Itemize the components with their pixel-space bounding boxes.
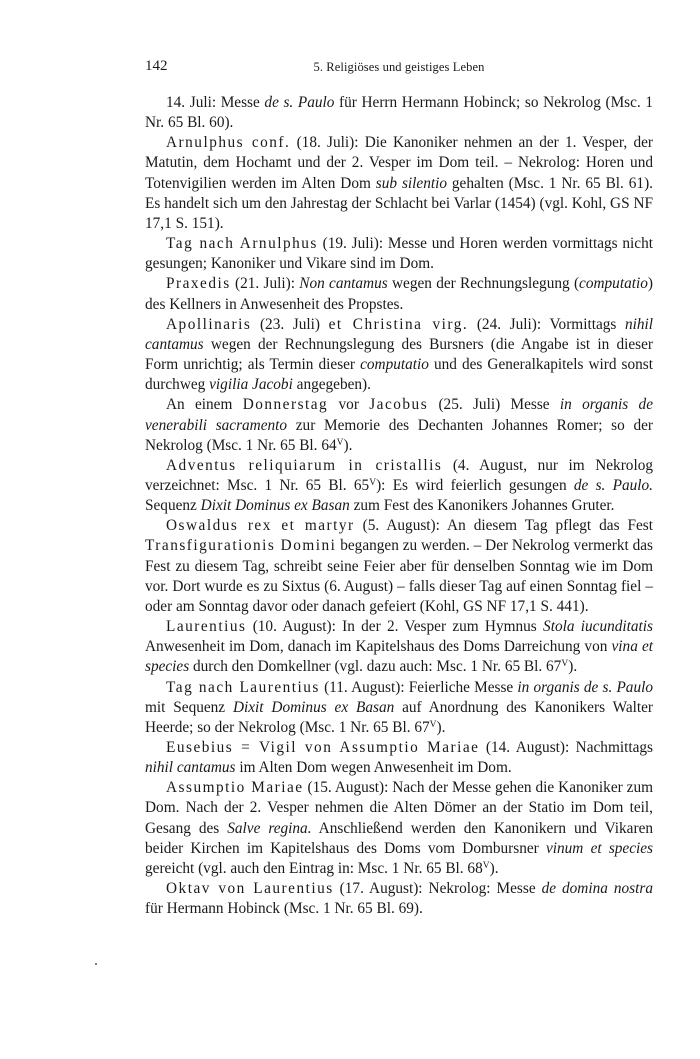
paragraph [145,778,653,879]
paragraph [145,516,653,617]
text-run: auf Anordnung des Kanonikers Walter Heerde; so der Nekrolog (Msc. 1 Nr. 65 Bl. 67 [145,698,653,736]
superscript: V [336,437,344,448]
spaced-heading: et Christina virg. [328,315,469,333]
italic-text: de domina nostra [541,880,653,898]
spaced-heading: Eusebius = Vigil von Assumptio Mariae [166,739,480,756]
spaced-heading: Praxedis [166,275,231,293]
paragraph [145,879,653,919]
page-number: 142 [145,58,168,74]
text-run: (24. Juli): Vormittags [468,315,625,333]
text-run: ). [489,859,499,877]
superscript: V [482,860,490,871]
italic-text: vinum et species [545,839,653,857]
spaced-heading: Assumptio Mariae [166,779,304,797]
text-run: angegeben). [292,376,371,394]
text-run: im Alten Dom wegen Anwesenheit im Dom. [235,759,512,777]
text-run: Anwesenheit im Dom, danach im Kapitelshaus des Doms Darreichung von [145,638,612,656]
italic-text: Dixit Dominus ex Basan [232,698,395,716]
text-run: (15. August): Nach der Messe gehen die Kanoniker zum Dom. Nach der 2. Vesper nehmen die Alten Dömer an der Statio im Dom teil, Gesang des [145,779,653,837]
italic-text: vina et species [145,638,654,676]
spaced-heading: Transfigurationis Domini [145,537,337,555]
text-run: wegen der Rechnungslegung des Bursners (die Angabe ist in dieser Form unrichtig; als Termin dieser [145,335,653,374]
text-run: gereicht (vgl. auch den Eintrag in: Msc. 1 Nr. 65 Bl. 68 [145,859,483,877]
spaced-heading: Tag nach Laurentius [166,678,320,696]
spaced-heading: Oktav von Laurentius [166,880,334,898]
paragraph [145,617,653,677]
spaced-heading: Donnerstag [242,396,329,414]
superscript: V [369,477,377,488]
body-text [145,93,653,919]
text-run: An einem [166,396,243,414]
italic-text: nihil cantamus [145,759,236,777]
text-run: (11. August): Feierliche Messe [319,678,518,696]
spaced-heading: Apollinaris [166,315,252,333]
text-run: Sequenz [145,497,201,515]
italic-text: Salve regina. [227,819,312,837]
spaced-heading: Oswaldus rex et martyr [166,517,355,535]
italic-text: computatio [360,356,429,374]
text-run: ): Es wird feierlich gesungen [376,476,574,494]
text-run: wegen der Rechnungslegung ( [387,275,580,293]
text-run: ). [436,718,446,736]
text-run: (10. August): In der 2. Vesper zum Hymnus [246,618,544,636]
spaced-heading: Laurentius [166,618,247,636]
italic-text: in organis de venerabili sacramento [145,396,653,434]
text-run: 14. Juli: Messe [166,94,265,111]
spaced-heading: Tag nach Arnulphus [166,235,318,253]
superscript: V [561,659,569,670]
text-run: durch den Domkellner (vgl. dazu auch: Msc. 1 Nr. 65 Bl. 67 [189,658,562,676]
text-run: und des Generalkapitels wird sonst durchweg [145,356,653,394]
paragraph [145,315,653,396]
spaced-heading: Adventus reliquiarum in cristallis [166,456,443,474]
paragraph [145,274,653,314]
page-header [145,58,653,78]
paragraph [145,738,653,778]
paragraph [145,133,653,234]
text-run: (18. Juli): Die Kanoniker nehmen an der 1. Vesper, der Matutin, dem Hochamt und der 2. Vesper im Dom teil. – Nekrolog: Horen und Totenvigilien werden im Alten Dom [145,134,654,192]
superscript: V [429,719,437,730]
text-run: für Herrn Hermann Hobinck; so Nekrolog (Msc. 1 Nr. 65 Bl. 60). [145,94,654,132]
italic-text: Dixit Dominus ex Basan [200,497,350,515]
text-run: (25. Juli) Messe [428,396,560,414]
text-run: ). [568,658,578,676]
italic-text: sub silentio [375,174,447,192]
text-run: (5. August): An diesem Tag pflegt das Fest [354,517,654,535]
paragraph [145,93,653,133]
text-run: begangen zu werden. – Der Nekrolog vermerkt das Fest zu diesem Tag, schreibt seine Feier aber für denselben Sonntag wie im Dom vor. Dort wurde es zu Sixtus (6. August) – falls dieser Tag auf einen Sonntag fiel – oder am Sonntag davor oder danach gefeiert (Kohl, GS NF 17,1 S. 441). [145,537,653,615]
spaced-heading: Jacobus [369,396,429,414]
text-run: (21. Juli): [230,275,300,293]
text-run: ) des Kellners in Anwesenheit des Propstes. [145,275,653,313]
text-run: zum Fest des Kanonikers Johannes Gruter. [349,497,615,515]
paragraph [145,678,653,738]
text-run: zur Memorie des Dechanten Johannes Romer; so der Nekrolog (Msc. 1 Nr. 65 Bl. 64 [145,416,653,454]
paragraph [145,395,653,455]
text-run: gehalten (Msc. 1 Nr. 65 Bl. 61). Es handelt sich um den Jahrestag der Schlacht bei Varlar (1454) (vgl. Kohl, GS NF 17,1 S. 151). [145,174,653,232]
italic-text: in organis de s. Paulo [517,678,654,696]
italic-text: de s. Paulo [264,94,335,111]
italic-text: computatio [579,275,648,293]
running-title: 5. Religiöses und geistiges Leben [313,60,485,74]
paragraph [145,234,653,274]
text-run: (17. August): Nekrolog: Messe [333,880,542,898]
text-run: ). [343,436,353,454]
text-run: (4. August, nur im Nekrolog verzeichnet: Msc. 1 Nr. 65 Bl. 65 [145,456,653,494]
italic-text: Stola iucunditatis [543,618,653,636]
text-run: (23. Juli) [251,315,329,333]
text-run: (19. Juli): Messe und Horen werden vormittags nicht gesungen; Kanoniker und Vikare sind im Dom. [145,235,653,273]
italic-text: Non cantamus [299,275,388,293]
scan-mark [95,963,97,965]
italic-text: nihil cantamus [145,315,654,353]
text-run: für Hermann Hobinck (Msc. 1 Nr. 65 Bl. 69). [145,900,423,918]
text-run: (14. August): Nachmittags [479,739,653,756]
text-run: mit Sequenz [145,698,233,716]
text-run: Anschließend werden den Kanonikern und Vikaren beider Kirchen im Kapitelshaus des Doms vom Dombursner [145,819,654,857]
spaced-heading: Arnulphus conf. [166,134,291,152]
italic-text: de s. Paulo. [573,476,654,494]
text-run: vor [328,396,370,414]
paragraph [145,456,653,516]
italic-text: vigilia Jacobi [209,376,293,394]
